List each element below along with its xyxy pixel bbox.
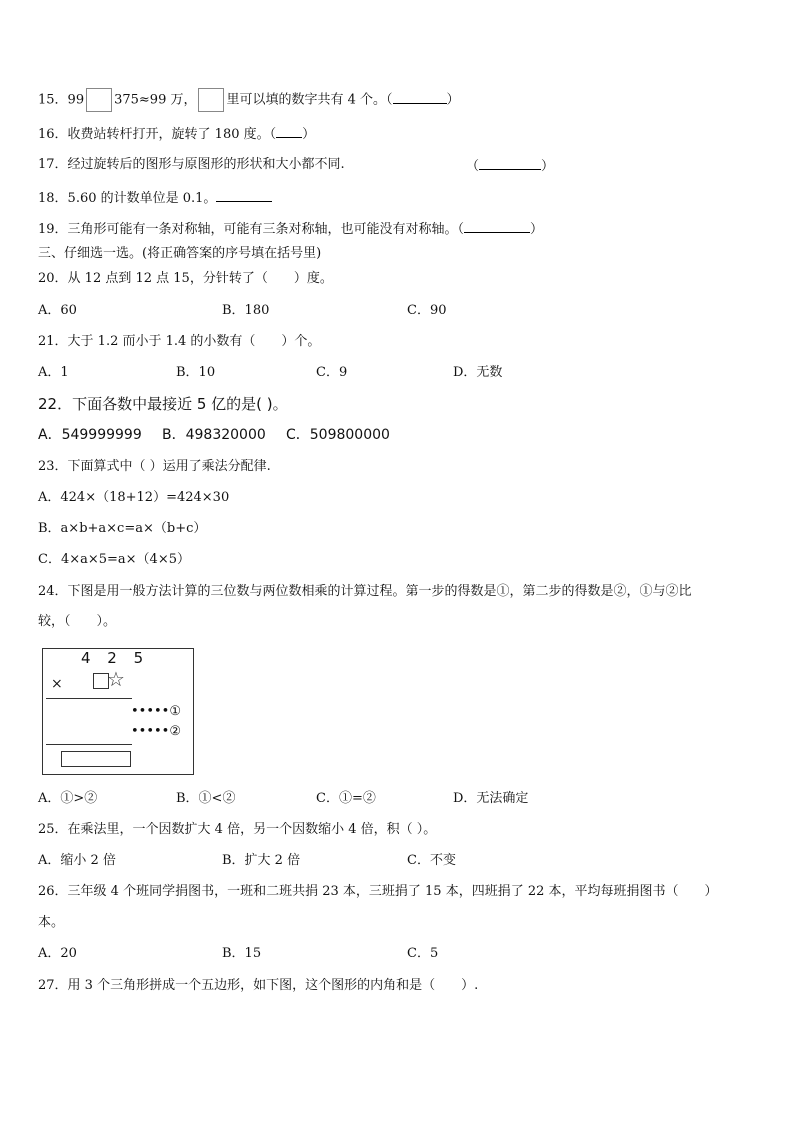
option-c[interactable]: C．4×a×5=a×（4×5） bbox=[38, 552, 190, 567]
question-21: 21．大于 1.2 而小于 1.4 的小数有（ ）个。 bbox=[38, 334, 321, 349]
question-24-continued: 较，（ ）。 bbox=[38, 614, 117, 629]
question-18: 18．5.60 的计数单位是 0.1。 bbox=[38, 188, 272, 208]
option-d[interactable]: D．无数 bbox=[453, 365, 503, 380]
question-27: 27．用 3 个三角形拼成一个五边形，如下图，这个图形的内角和是（ ）. bbox=[38, 978, 479, 993]
option-a[interactable]: A．549999999 bbox=[38, 427, 142, 443]
option-a[interactable]: A．①>② bbox=[38, 791, 98, 806]
question-23: 23．下面算式中（ ）运用了乘法分配律. bbox=[38, 459, 271, 474]
option-c[interactable]: C．①=② bbox=[316, 791, 376, 806]
option-a[interactable]: A．1 bbox=[38, 365, 69, 380]
multiplication-figure bbox=[42, 648, 194, 775]
option-b[interactable]: B．10 bbox=[176, 365, 216, 380]
answer-blank[interactable] bbox=[276, 124, 302, 138]
result-box bbox=[61, 751, 131, 767]
option-d[interactable]: D．无法确定 bbox=[453, 791, 529, 806]
rule-line bbox=[46, 744, 132, 745]
option-c[interactable]: C．5 bbox=[407, 946, 439, 961]
step-two-marker: •••••② bbox=[131, 724, 181, 739]
answer-box[interactable] bbox=[198, 88, 224, 112]
answer-box[interactable] bbox=[86, 88, 112, 112]
option-a[interactable]: A．60 bbox=[38, 303, 77, 318]
answer-blank[interactable] bbox=[216, 188, 272, 202]
option-c[interactable]: C．509800000 bbox=[286, 427, 390, 443]
answer-blank[interactable] bbox=[464, 219, 530, 233]
section-heading: 三、仔细选一选。(将正确答案的序号填在括号里) bbox=[38, 246, 322, 261]
option-b[interactable]: B．扩大 2 倍 bbox=[222, 853, 301, 868]
question-16: 16．收费站转杆打开，旋转了 180 度。（ ） bbox=[38, 124, 315, 144]
option-a[interactable]: A．424×（18+12）=424×30 bbox=[38, 490, 230, 505]
option-c[interactable]: C．9 bbox=[316, 365, 348, 380]
step-one-marker: •••••① bbox=[131, 704, 181, 719]
option-a[interactable]: A．20 bbox=[38, 946, 77, 961]
question-25: 25．在乘法里，一个因数扩大 4 倍，另一个因数缩小 4 倍，积（ ）。 bbox=[38, 822, 437, 837]
question-19: 19．三角形可能有一条对称轴，可能有三条对称轴，也可能没有对称轴。（ ） bbox=[38, 219, 543, 239]
option-b[interactable]: B．a×b+a×c=a×（b+c） bbox=[38, 521, 207, 536]
answer-blank[interactable] bbox=[393, 90, 447, 104]
option-a[interactable]: A．缩小 2 倍 bbox=[38, 853, 116, 868]
rule-line bbox=[46, 698, 132, 699]
option-c[interactable]: C．不变 bbox=[407, 853, 456, 868]
question-17: 17．经过旋转后的图形与原图形的形状和大小都不同. （ ） bbox=[38, 157, 555, 174]
star-icon: ☆ bbox=[107, 667, 125, 691]
multiplicand: 4 2 5 bbox=[81, 649, 150, 667]
option-b[interactable]: B．498320000 bbox=[162, 427, 266, 443]
question-24: 24．下图是用一般方法计算的三位数与两位数相乘的计算过程。第一步的得数是①，第二步的得数是②，①与②比 bbox=[38, 584, 692, 599]
question-26: 26．三年级 4 个班同学捐图书，一班和二班共捐 23 本，三班捐了 15 本，四班捐了 22 本，平均每班捐图书（ ） bbox=[38, 884, 718, 899]
option-b[interactable]: B．15 bbox=[222, 946, 262, 961]
question-15: 15．99 375≈99 万， 里可以填的数字共有 4 个。（ ） bbox=[38, 88, 460, 112]
option-b[interactable]: B．①<② bbox=[176, 791, 236, 806]
option-c[interactable]: C．90 bbox=[407, 303, 447, 318]
question-22: 22．下面各数中最接近 5 亿的是( )。 bbox=[38, 395, 288, 413]
question-26-continued: 本。 bbox=[38, 915, 65, 930]
answer-blank[interactable] bbox=[479, 156, 541, 170]
question-20: 20．从 12 点到 12 点 15，分针转了（ ）度。 bbox=[38, 271, 333, 286]
times-sign: × bbox=[51, 676, 63, 692]
option-b[interactable]: B．180 bbox=[222, 303, 270, 318]
